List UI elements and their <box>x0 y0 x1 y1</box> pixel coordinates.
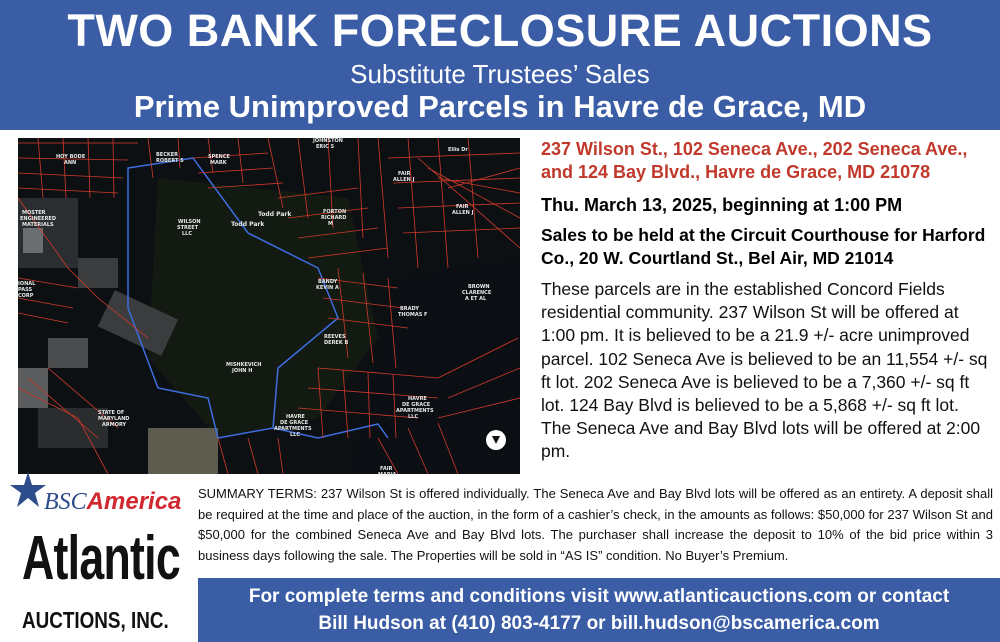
auctions-inc-text: AUCTIONS, INC. <box>22 607 169 633</box>
svg-text:ROBERT S: ROBERT S <box>156 158 184 164</box>
svg-text:REEVES: REEVES <box>324 334 346 340</box>
svg-text:THOMAS F: THOMAS F <box>398 312 428 318</box>
svg-text:LLC: LLC <box>290 432 301 438</box>
svg-text:FAIR: FAIR <box>456 204 469 210</box>
svg-text:BANDY: BANDY <box>318 279 338 285</box>
svg-text:MISHKEVICH: MISHKEVICH <box>226 362 262 368</box>
svg-text:ALLEN J: ALLEN J <box>393 177 415 183</box>
svg-text:MOSTER: MOSTER <box>22 210 46 216</box>
svg-text:WILSON: WILSON <box>178 219 201 225</box>
page-title: TWO BANK FORECLOSURE AUCTIONS <box>67 5 933 56</box>
svg-text:CLARENCE: CLARENCE <box>462 290 492 296</box>
svg-text:KEVIN A: KEVIN A <box>316 285 339 291</box>
auction-location: Sales to be held at the Circuit Courthouse for Harford Co., 20 W. Courtland St., Bel Air, MD 21014 <box>541 225 986 268</box>
listing-info <box>541 138 991 464</box>
parcel-map <box>18 138 520 478</box>
svg-text:BRADY: BRADY <box>400 306 419 312</box>
page-tagline: Prime Unimproved Parcels in Havre de Grace, MD <box>133 89 867 124</box>
svg-text:PASS: PASS <box>18 287 33 293</box>
footer-banner <box>198 578 1000 642</box>
svg-text:ERIC S: ERIC S <box>316 144 335 150</box>
svg-text:HOY BODE: HOY BODE <box>56 154 86 160</box>
header-banner <box>0 0 1000 130</box>
svg-text:FAIR: FAIR <box>398 171 411 177</box>
summary-terms: SUMMARY TERMS: 237 Wilson St is offered individually. The Seneca Ave and Bay Blvd lots will be offered as an entirety. A deposit shall be required at the time and place of the auction, in the form of a cashier’s check, in the amounts as follows: $50,000 for 237 Wilson St and $50,000 for the combined Seneca Ave and Bay Blvd lots. The purchaser shall increase the deposit to 10% of the bid price within 3 business days following the sale. The Properties will be sold in “AS IS” condition. No Buyer’s Premium. <box>198 486 993 563</box>
svg-text:IONAL: IONAL <box>18 281 36 287</box>
svg-text:MATERIALS: MATERIALS <box>22 222 54 228</box>
svg-text:SPENCE: SPENCE <box>208 154 230 160</box>
svg-text:DE GRACE: DE GRACE <box>402 402 431 408</box>
svg-text:JOHN H: JOHN H <box>232 368 253 374</box>
svg-text:M: M <box>328 221 333 227</box>
svg-text:LLC: LLC <box>408 414 419 420</box>
svg-text:MARYLAND: MARYLAND <box>98 416 130 422</box>
svg-text:FORTON: FORTON <box>323 209 347 215</box>
bsc-prefix: BSC <box>44 489 87 515</box>
footer-line-1: For complete terms and conditions visit www.atlanticauctions.com or contact <box>248 586 950 607</box>
star-icon <box>8 470 48 510</box>
svg-text:A ET AL: A ET AL <box>465 296 487 302</box>
svg-text:BROWN: BROWN <box>468 284 490 290</box>
svg-text:RICHARD: RICHARD <box>321 215 347 221</box>
svg-text:APARTMENTS: APARTMENTS <box>274 426 312 432</box>
svg-text:Ellis Dr: Ellis Dr <box>448 147 468 153</box>
atlantic-logo-text: Atlantic <box>22 524 180 593</box>
svg-text:CORP: CORP <box>18 293 34 299</box>
svg-text:Todd Park: Todd Park <box>231 221 265 228</box>
svg-text:ENGINEERED: ENGINEERED <box>20 216 56 222</box>
svg-text:ANN: ANN <box>64 160 77 166</box>
svg-text:ALLEN J: ALLEN J <box>452 210 474 216</box>
svg-text:ARMORY: ARMORY <box>102 422 127 428</box>
svg-text:HAVRE: HAVRE <box>408 396 427 402</box>
property-addresses: 237 Wilson St., 102 Seneca Ave., 202 Seneca Ave., and 124 Bay Blvd., Havre de Grace, MD 21078 <box>541 139 968 182</box>
bsc-suffix: America <box>86 488 182 515</box>
page-subtitle: Substitute Trustees’ Sales <box>350 59 650 89</box>
svg-text:STATE OF: STATE OF <box>98 410 125 416</box>
svg-text:MARIA: MARIA <box>378 472 397 478</box>
bsc-logo-text <box>44 488 181 516</box>
svg-text:LLC: LLC <box>182 231 193 237</box>
svg-text:HAVRE: HAVRE <box>286 414 305 420</box>
svg-text:DE GRACE: DE GRACE <box>280 420 309 426</box>
svg-text:FAIR: FAIR <box>380 466 393 472</box>
svg-text:APARTMENTS: APARTMENTS <box>396 408 434 414</box>
svg-text:MARK: MARK <box>210 160 227 166</box>
svg-text:BECKER: BECKER <box>156 152 179 158</box>
svg-text:Todd Park: Todd Park <box>258 211 292 218</box>
auction-date: Thu. March 13, 2025, beginning at 1:00 PM <box>541 195 903 215</box>
footer-line-2: Bill Hudson at (410) 803-4177 or bill.hudson@bscamerica.com <box>318 613 880 634</box>
svg-text:DEREK B: DEREK B <box>324 340 349 346</box>
svg-text:STREET: STREET <box>177 225 199 231</box>
property-description: These parcels are in the established Concord Fields residential community. 237 Wilson St will be offered at 1:00 pm. It is believed to be a 21.9 +/- acre unimproved parcel. 102 Seneca Ave is believed to be an 11,554 +/- sq ft lot. 202 Seneca Ave is believed to be a 7,360 +/- sq ft lot. 124 Bay Blvd is believed to be a 5,868 +/- sq ft lot. The Seneca Ave and Bay Blvd lots will be offered at 2:00 pm. <box>541 279 988 462</box>
bsc-america-logo <box>8 470 193 520</box>
svg-text:JOHNSTON: JOHNSTON <box>313 138 343 144</box>
